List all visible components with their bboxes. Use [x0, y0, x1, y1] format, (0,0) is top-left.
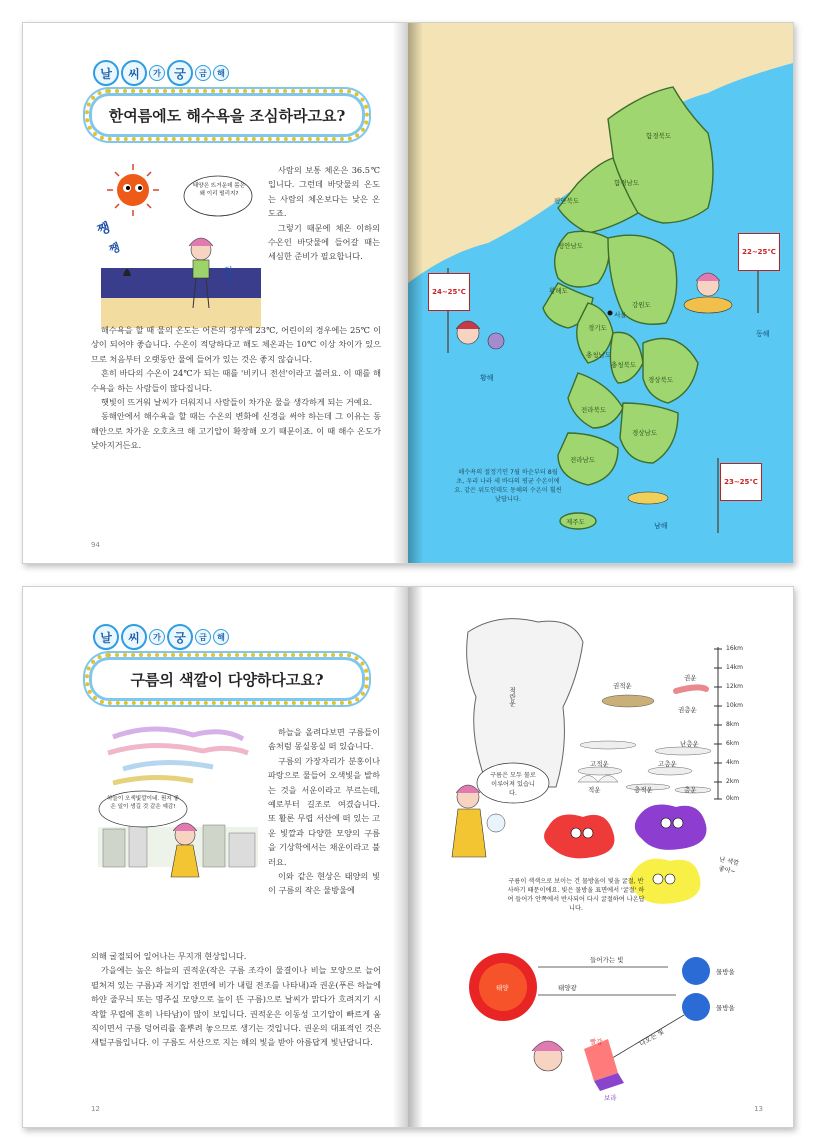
region-label: 강원도: [632, 301, 651, 309]
axis-tick: 6km: [726, 740, 740, 747]
series-badge: [93, 623, 229, 651]
droplet-icons: [682, 957, 710, 1021]
sea-label-west: 황해: [480, 374, 494, 382]
left-page-sea: [23, 23, 408, 563]
axis-tick: 8km: [726, 721, 740, 728]
south-temp-badge: [720, 463, 762, 501]
text-block: [91, 949, 381, 1050]
axis-tick: 4km: [726, 759, 740, 766]
badge-char: 금: [195, 65, 211, 81]
paragraph: 흔히 바다의 수온이 24℃가 되는 때를 '비키니 전선'이라고 불러요. 이 때를 해수욕을 하는 사람들이 많다집니다.: [91, 368, 381, 393]
badge-char: 가: [149, 65, 165, 81]
cloud-label-altocumulus: 고적운: [590, 760, 609, 768]
page-number: 12: [91, 1105, 100, 1113]
cloud-label-cirrus: 권운: [684, 674, 697, 682]
city-sky-illustration: [93, 717, 263, 892]
badge-char: 날: [93, 624, 119, 650]
paragraph: 그렇기 때문에 체온 이하의 수온인 바닷물에 들어갈 때는 세심한 준비가 필요합니다.: [268, 222, 380, 262]
text-block: [91, 323, 381, 453]
cloud-label-altostratus-2: 고층운: [658, 760, 677, 768]
speech-bubble-text: 구름은 모두 물로 이루어져 있습니다.: [490, 772, 536, 797]
badge-char: 가: [149, 629, 165, 645]
axis-tick: 14km: [726, 664, 743, 671]
paragraph: 해수욕을 할 때 물의 온도는 어른의 경우에 23℃, 어린이의 경우에는 25℃ 이상이 되어야 좋습니다. 수온이 적당하다고 해도 체온과는 10℃ 이상 차이가 있으므로 처음부터 오랫동안 물에 들어가 있는 것은 좋지 않습니다.: [91, 325, 381, 364]
paragraph: 의해 굴절되어 일어나는 무지개 현상입니다.: [91, 951, 247, 961]
region-label: 경상남도: [632, 429, 658, 437]
badge-char: 궁: [167, 60, 193, 86]
badge-char: 궁: [167, 624, 193, 650]
paragraph: 사람의 보통 체온은 36.5℃입니다. 그런데 바닷물의 온도는 사람의 체온보다는 낮은 온도죠.: [268, 165, 380, 219]
region-label: 충청남도: [586, 351, 612, 359]
book-spread-cloud-colors: [22, 586, 794, 1128]
axis-tick: 10km: [726, 702, 743, 709]
badge-char: 씨: [121, 624, 147, 650]
region-label: 평안남도: [558, 242, 584, 250]
region-label: 황해도: [549, 287, 568, 295]
cloud-label-stratocumulus: 층적운: [634, 786, 653, 794]
paragraph: 구름의 가장자리가 분홍이나 파랑으로 물들어 오색빛을 발하는 것을 서운이라고 부르는데, 예로부터 길조로 여겼습니다. 또 활론 무렵 서산에 떠 있는 고운 빛깔과 다양한 모양의 구름을 기상학에서는 채운이라고 불러요.: [268, 755, 380, 867]
paragraph: 가을에는 높은 하늘의 권적운(작은 구름 조각이 물결이나 비늘 모양으로 늘어 펼쳐져 있는 구름)과 저기압 전면에 비가 내릴 전조를 나타내)과 권운(푸른 하늘에 하얀 줄무늬 또는 명주실 모양으로 높이 뜬 구름)으로 날씨가 맑다가 흐려지기 시작할 무렵에 흔히 나타남)이 많이 보입니다. 권적운은 이동성 고기압이 빠르게 움직이면서 구름 덩어리를 흩뿌려 놓으므로 생기는 것입니다. 권운의 대표적인 것은 새털구름입니다. 이 구름도 서산으로 지는 해의 빛을 받아 아름답게 빛난답니다.: [91, 965, 381, 1048]
left-page-clouds: [23, 587, 408, 1127]
sun-label: 태양: [496, 984, 509, 992]
paragraph: 하늘을 올려다보면 구름들이 솜처럼 몽실몽실 떠 있습니다.: [268, 727, 380, 752]
speech-bubble-text: 태양은 뜨거운데 몸은 왜 이리 떨리지?: [192, 183, 246, 197]
badge-char: 씨: [121, 60, 147, 86]
violet-light-label: 보라: [604, 1094, 617, 1102]
region-label: 전라남도: [570, 456, 596, 464]
axis-tick: 0km: [726, 795, 740, 802]
incoming-light-label: 들어가는 빛: [590, 956, 624, 964]
cloud-label-altostratus: 난층운: [680, 740, 699, 748]
region-label: 함경남도: [614, 179, 640, 187]
region-label: 경기도: [588, 324, 607, 332]
badge-char: 날: [93, 60, 119, 86]
title-banner: [85, 89, 369, 141]
sun-sound-text: 쨍: [107, 240, 122, 257]
swimming-girl-east: [684, 273, 732, 313]
book-spread-sea-temperature: [22, 22, 794, 564]
outgoing-light-label: 나오는 빛: [638, 1027, 666, 1049]
sunlight-label: 태양광: [558, 984, 577, 992]
droplet-label: 물방울: [716, 968, 735, 976]
cloud-label-cirrocumulus: 권적운: [613, 682, 632, 690]
axis-tick: 16km: [726, 645, 743, 652]
right-page-cloud-chart: [408, 587, 793, 1127]
badge-char: 해: [213, 629, 229, 645]
page-number: 94: [91, 541, 100, 549]
badge-char: 금: [195, 629, 211, 645]
paragraph: 동해안에서 해수욕을 할 때는 수온의 변화에 신경을 써야 하는데 그 이유는 동해안으로 차가운 오호츠크 해 고기압이 확장해 오기 때문이죠. 이 때 해수 온도가 낮아지거든요.: [91, 411, 381, 451]
swimming-girl-west: [456, 321, 504, 349]
cloud-label-cumulus: 적운: [588, 786, 601, 794]
paragraph: 햇빛이 뜨거워 날씨가 더워지니 사람들이 차가운 물을 생각하게 되는 거예요.: [101, 397, 373, 408]
axis-tick: 12km: [726, 683, 743, 690]
red-light-label: 빨강: [590, 1038, 603, 1046]
sun-sound-text: 쨍: [95, 220, 113, 239]
sun-icon: [107, 164, 159, 216]
beach-illustration: [93, 158, 263, 333]
title-banner: [85, 653, 369, 705]
west-temp-text: 24~25℃: [432, 288, 466, 296]
paragraph: 이와 같은 현상은 태양의 빛이 구름의 작은 물방울에: [268, 871, 380, 896]
tower-cloud-label: 적란운: [508, 687, 516, 707]
east-temp-text: 22~25℃: [742, 248, 776, 256]
sea-label-south: 남해: [654, 522, 668, 530]
text-column: [268, 163, 380, 264]
page-title: 구름의 색깔이 다양하다고요?: [130, 670, 324, 689]
right-page-korea-map: [408, 23, 793, 563]
purple-cloud-face: [635, 805, 707, 850]
west-temp-badge: [428, 273, 470, 311]
series-badge: [93, 59, 229, 87]
girl-looking-up: [532, 1041, 564, 1071]
girl-sound-text: 난 색깔 좋아~: [717, 856, 740, 876]
region-label: 함경북도: [646, 132, 672, 140]
map-caption: 해수욕의 절정기인 7월 하순부터 8월 초, 우리 나라 세 바다의 평균 수온이에요. 같은 위도인데도 동해의 수온이 훨씬 낮답니다.: [454, 469, 562, 503]
droplet-label: 물방울: [716, 1004, 735, 1012]
shiver-sound-text: 덜덜: [224, 266, 233, 282]
region-label: 경상북도: [648, 376, 674, 384]
page-number: 13: [754, 1105, 763, 1113]
region-label: 서울: [614, 311, 627, 319]
page-title: 한여름에도 해수욕을 조심하라고요?: [108, 106, 346, 125]
speech-bubble-text: 하늘이 오색빛깔이네. 뭔지 좋은 일이 생길 것 같은 예감!: [107, 796, 179, 810]
badge-char: 해: [213, 65, 229, 81]
axis-tick: 2km: [726, 778, 740, 785]
sea-label-east: 동해: [756, 330, 770, 338]
south-temp-text: 23~25℃: [724, 478, 758, 486]
east-temp-badge: [738, 233, 780, 271]
region-label: 충청북도: [611, 361, 637, 369]
cloud-label-cirrostratus: 권층운: [678, 706, 697, 714]
color-caption: 구름이 색색으로 보이는 건 물방울이 빛을 굴절, 반사하기 때문이에요. 빛은 물방울 표면에서 '굴절' 하여 들어가 안쪽에서 반사되어 다시 굴절하여 나온답니다.: [507, 878, 645, 912]
text-column: [268, 725, 380, 898]
region-label: 평안북도: [554, 197, 580, 205]
cloud-label-stratus: 층운: [684, 786, 697, 794]
floating-girl-south: [628, 492, 668, 504]
region-label: 제주도: [566, 518, 585, 526]
region-label: 전라북도: [581, 406, 607, 414]
